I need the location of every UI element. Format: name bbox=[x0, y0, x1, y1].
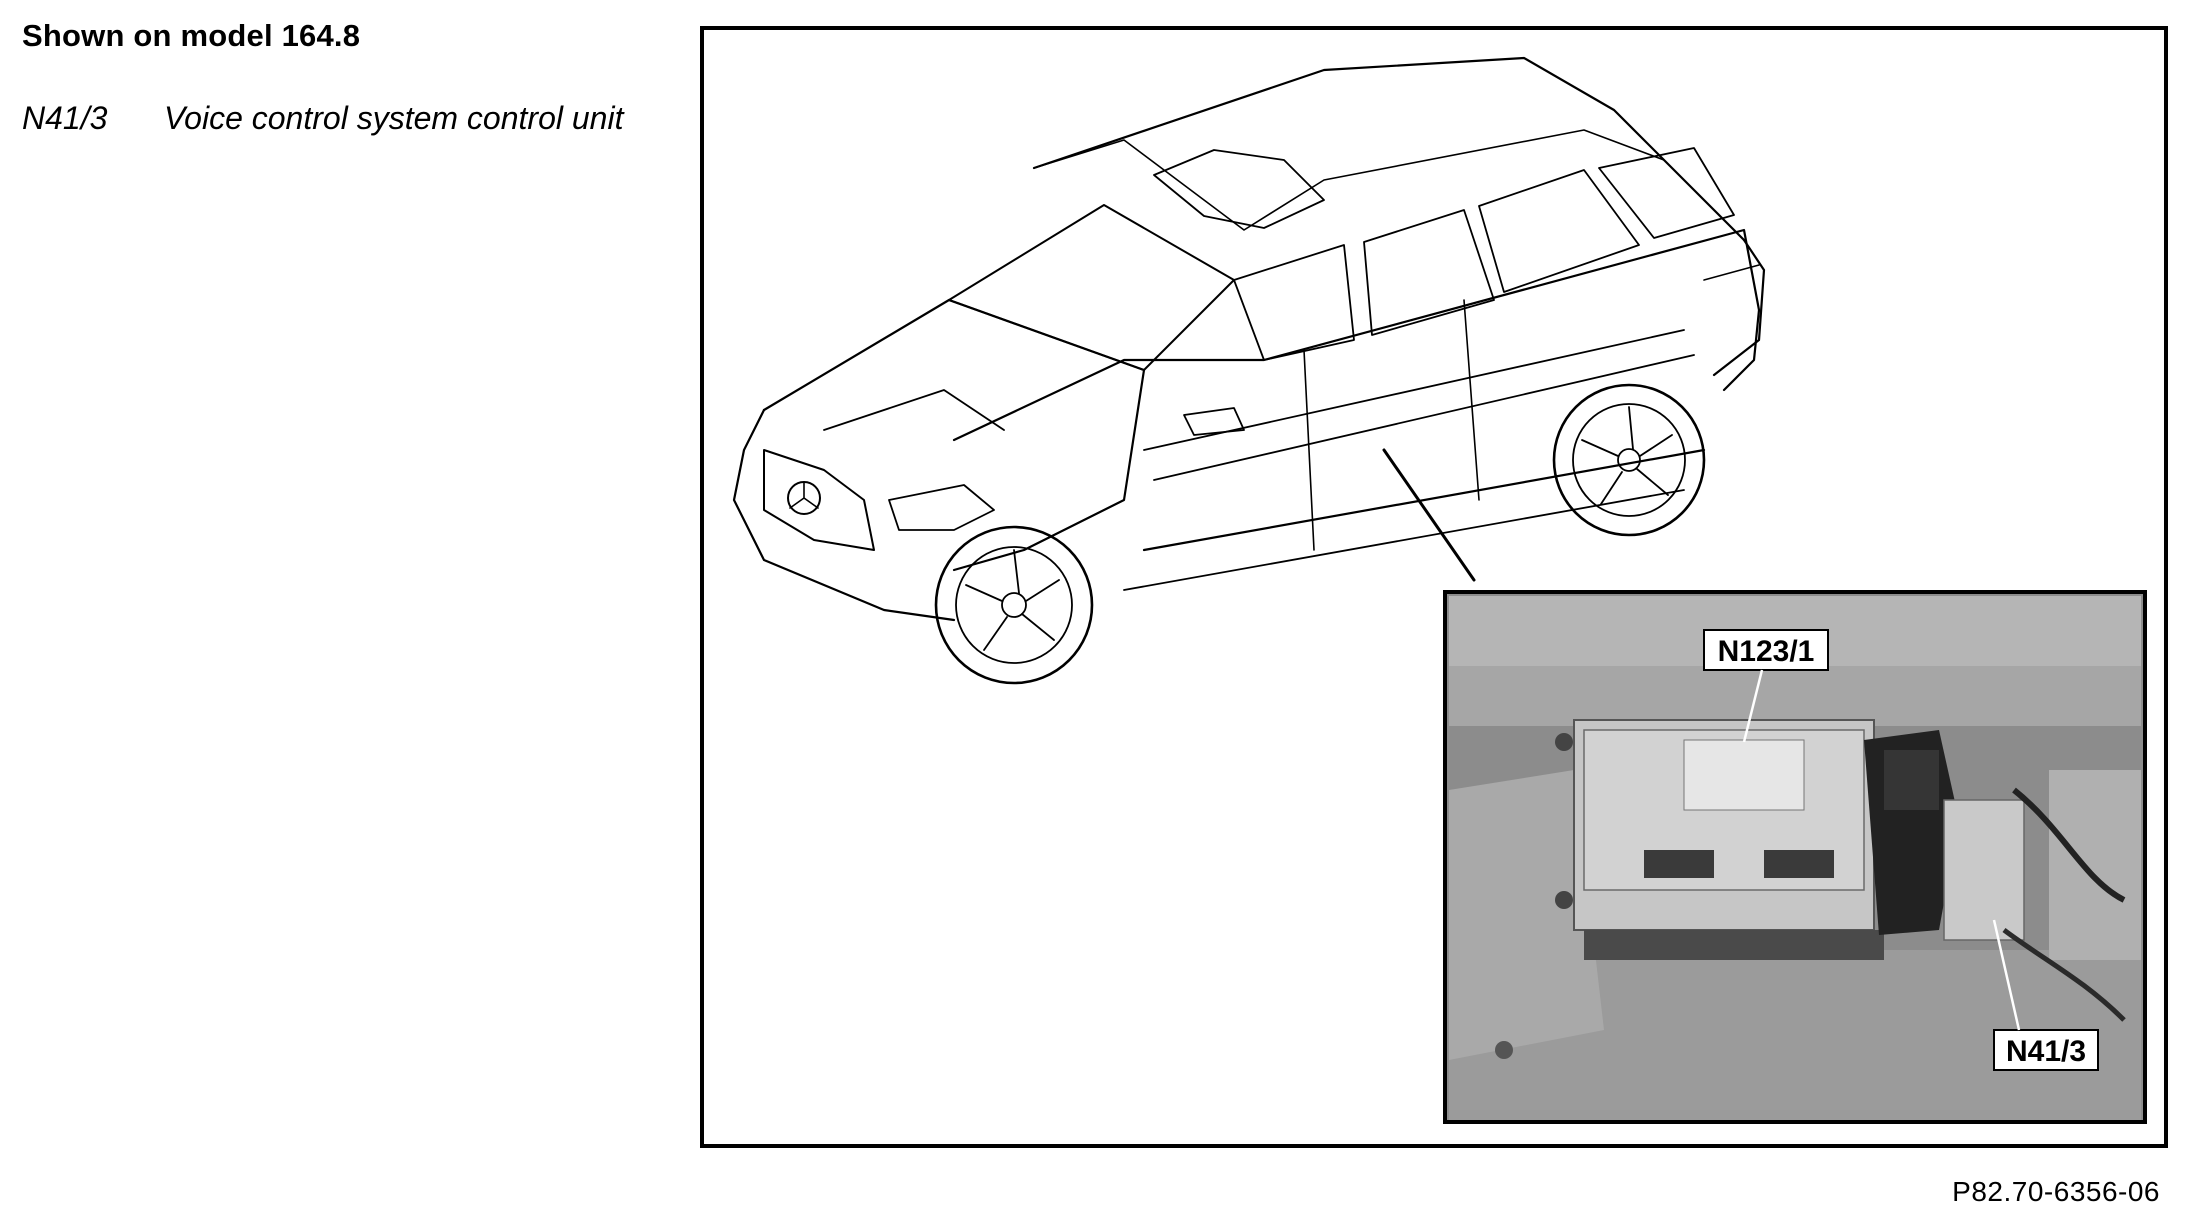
legend-item bbox=[22, 100, 623, 137]
callout-label-n123-1: N123/1 bbox=[1717, 635, 1815, 668]
vehicle-drawing bbox=[734, 58, 1764, 683]
inset-photo bbox=[1445, 592, 2145, 1122]
figure-id: P82.70-6356-06 bbox=[1952, 1176, 2160, 1207]
page-title: Shown on model 164.8 bbox=[22, 18, 361, 53]
figure-frame bbox=[700, 26, 2168, 1148]
legend-code: N41/3 bbox=[22, 100, 108, 136]
callout-label-n41-3: N41/3 bbox=[2005, 1035, 2087, 1068]
legend-description: Voice control system control unit bbox=[164, 100, 624, 136]
figure-illustration bbox=[704, 30, 2164, 1144]
